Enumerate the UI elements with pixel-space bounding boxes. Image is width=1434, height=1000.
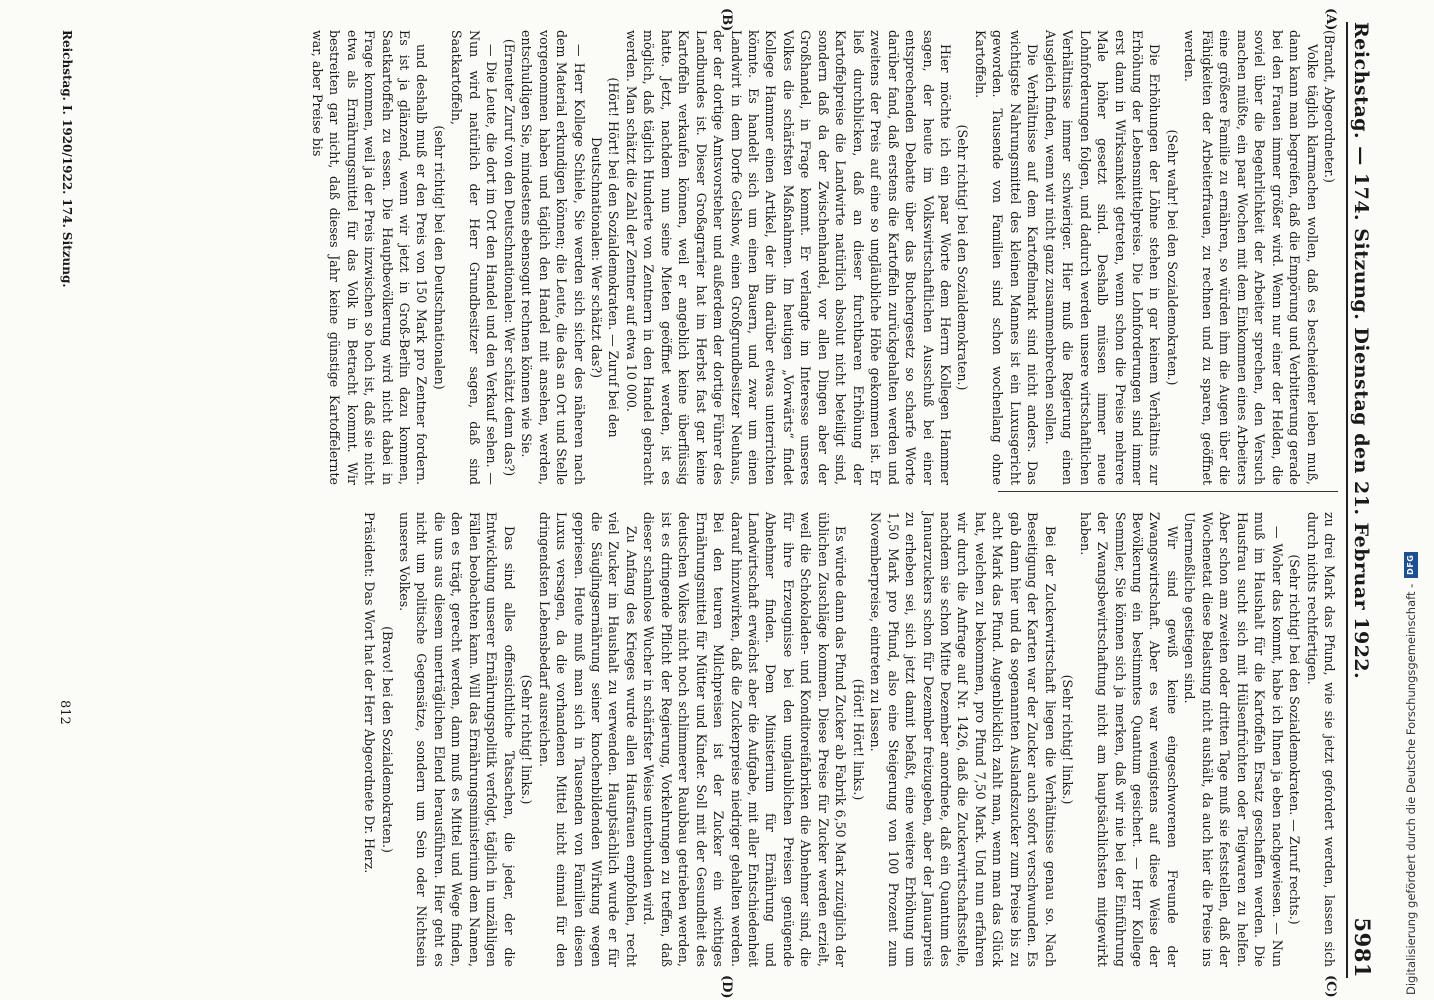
right-column-paragraph: Bei der Zuckerwirtschaft liegen die Verhältnisse genau so. Nach Beseitigung der Karten war der Zucker auch sofort verschwunden. Es gab dann hier und da sogenannten Auslandszucker zum Preise bis zu acht Mark das Pfund. Augenblicklich zahlt man, wenn man das Glück hat, welchen zu bekommen, pro Pfund 7,50 Mark. Und nun erfahren wir durch die Anfrage auf Nr. 1426, daß die Zuckerwirtschaftsstelle, nachdem sie schon Mitte Dezember anordnete, daß ein Quantum des Januarzuckers schon für Dezember freizugeben, aber der Januarpreis zu erheben sei, sich jetzt damit befaßt, eine weitere Erhöhung um 1,50 Mark pro Pfund, also eine Steigerung von 100 Prozent zum Novemberpreise, eintreten zu lassen. <box>868 512 1058 967</box>
digitization-note <box>1399 0 1423 995</box>
left-column-paragraph: Die Verhältnisse auf dem Kartoffelmarkt sind nicht anders. Das wichtigste Nahrungsmittel des kleinen Mannes ist ein Luxusgericht geworden. Tausende von Familien sind schon wochenlang ohne Kartoffeln. <box>972 30 1041 485</box>
margin-marker-a: (A) <box>1323 8 1338 31</box>
left-column <box>308 30 1338 485</box>
left-column-paragraph: (Erneuter Zuruf von den Deutschnationalen: Wer schätzt denn das?) <box>501 38 517 477</box>
right-column-paragraph: (Sehr richtig! links.) <box>519 674 535 805</box>
left-column-paragraph: (Brandt, Abgeordneter.) <box>1322 30 1337 183</box>
column-divider <box>998 491 1338 492</box>
dfg-logo-icon: DFG <box>1404 552 1418 578</box>
left-column-paragraph: (Hört! Hört! bei den Sozialdemokraten. — Zuruf bei den Deutschnationalen: Wer schätzt das?) <box>588 77 622 438</box>
right-column-paragraph: — Woher das kommt, habe ich Ihnen ja eben nachgewiesen. — Nun muß im Haushalt für die Kartoffeln Ersatz geschaffen werden. Die Hausfrau sucht sich mit Hülsenfrüchten oder Teigwaren zu helfen. Aber schon am zweiten oder dritten Tage muß sie feststellen, daß der Wochenetat diese Belastung nicht aushält, da auch hier die Preise ins Unermeßliche gestiegen sind. <box>1182 512 1285 967</box>
right-column-paragraph: Das sind alles offensichtliche Tatsachen, die jeder, der die Entwicklung unserer Ernährungspolitik verfolgt, täglich in unzähligen Fällen beobachten kann. Will das Ernährungsministerium dem Namen, den es trägt, gerecht werden, dann muß es Mittel und Wege finden, die uns aus diesem unerträglichen Elend herausführen. Hier geht es nicht um politische Gegensätze, sondern um Sein oder Nichtsein unseres Volkes. <box>396 512 517 967</box>
footer-page-number: 812 <box>57 700 72 725</box>
page-header <box>1350 22 1376 978</box>
margin-marker-d: (D) <box>719 975 734 999</box>
right-column-paragraph: (Bravo! bei den Sozialdemokraten.) <box>379 626 395 853</box>
margin-marker-b: (B) <box>719 8 734 32</box>
header-rule <box>1346 22 1348 978</box>
left-column-paragraph: Die Erhöhungen der Löhne stehen in gar keinem Verhältnis zur Erhöhung der Lebensmittelpreise. Die Lohnforderungen sind immer erst dann in Wirksamkeit getreten, wenn schon die Preise mehrere Male höher gesetzt sind. Deshalb müssen immer neue Lohnforderungen folgen, und dadurch werden unsere wirtschaftlichen Verhältnisse immer schwieriger. Hier muß die Regierung einen Ausgleich finden, wenn wir nicht ganz zusammenbrechen sollen. <box>1042 30 1163 485</box>
left-column-paragraph: und deshalb muß er den Preis von 150 Mark pro Zentner fordern. Es ist ja glänzend, wenn wir jetzt in Groß-Berlin dazu kommen, Saatkartoffeln zu essen. Die Hauptbevölkerung wird nicht dabei in Frage kommen, weil ja der Preis inzwischen so hoch ist, daß sie nicht etwa als Ernährungsmittel für das Volk in Betracht kommt. Wir bestreiten gar nicht, daß dieses Jahr keine günstige Kartoffelernte war, aber Preise bis <box>309 30 430 485</box>
left-column-paragraph: — Herr Kollege Schiele, Sie werden sich sicher des näheren nach dem Material erkundigen können; die Leute, die das an Ort und Stelle vorgenommen haben und täglich den Handel mit ansehen, werden, entschuldigen Sie, mindestens ebensogut rechnen können wie Sie. <box>519 30 587 485</box>
right-column-paragraph: Es würde dann das Pfund Zucker ab Fabrik 6,50 Mark zuzüglich der üblichen Zuschläge kommen. Diese Preise für Zucker werden erzielt, weil die Schokoladen- und Konditoreifabriken die Abnehmer sind, die für ihre Erzeugnisse bei den unglaublichen Preisen genügende Abnehmer finden. Dem Ministerium für Ernährung und Landwirtschaft erwächst aber die Aufgabe, mit aller Entschiedenheit darauf hinzuwirken, daß die Zuckerpreise niedriger gehalten werden. Bei den teuren Milchpreisen ist der Zucker ein wichtiges Ernährungsmittel für Mütter und Kinder. Soll mit der Gesundheit des deutschen Volkes nicht noch schlimmerer Raubbau getrieben werden, ist es dringende Pflicht der Regierung, Vorkehrungen zu treffen, daß dieser schamlose Wucher in schärfster Weise unterbunden wird. <box>641 512 849 967</box>
page-footer: Reichstag. I. 1920/1922. 174. Sitzung. <box>60 30 74 288</box>
left-column-paragraph: Volke täglich klarmachen wollen, daß es bescheidener leben muß, dann kann man begreifen, daß die Empörung und Verbitterung gerade bei den Frauen immer größer wird. Wenn nur einer der Helden, die soviel über die Begehrlichkeit der Arbeiter sprechen, den Versuch machen müßte, ein paar Wochen mit dem Einkommen eines Arbeiters eine größere Familie zu ernähren, so würden ihm die Augen über die Fähigkeiten der Arbeiterfrauen, zu rechnen und zu sparen, geöffnet werden. <box>1182 30 1320 485</box>
header-title: Reichstag. — 174. Sitzung. Dienstag den 21. Februar 1922. <box>1350 22 1372 680</box>
header-page-number: 5981 <box>1350 917 1375 978</box>
digitization-note-text: Digitalisierung gefördert durch die Deutsche Forschungsgemeinschaft - <box>1404 583 1418 995</box>
right-column-paragraph: (Sehr richtig! bei den Sozialdemokraten. — Zuruf rechts.) <box>1287 554 1303 925</box>
right-column-paragraph: Präsident: Das Wort hat der Herr Abgeordnete Dr. Herz. <box>362 512 378 874</box>
left-column-paragraph: — Die Leute, die dort im Ort den Handel und den Verkauf sehen. — Nun wird natürlich der Herr Grundbesitzer sagen, daß sind Saatkartoffeln, <box>449 30 500 485</box>
margin-marker-c: (C) <box>1323 975 1338 998</box>
right-column-paragraph: Zu Anfang des Krieges wurde allen Hausfrauen empfohlen, recht viel Zucker im Haushalt zu verwenden. Hauptsächlich wurde er für die Säuglingsernährung seiner knochenbildenden Wirkung wegen gepriesen. Heute muß man sich in Tausenden von Familien diesen Luxus versagen, da die vorhandenen Mittel nicht einmal für den dringendsten Lebensbedarf ausreichen. <box>536 512 639 967</box>
right-column-paragraph: Wir sind gewiß keine eingeschworenen Freunde der Zwangswirtschaft. Aber es war wenigstens auf diese Weise der Bevölkerung ein bestimmtes Quantum gesichert. — Herr Kollege Semmler, Sie können sich ja merken, daß wir nie bei der Einführung der Zwangsbewirtschaftung nicht am hauptsächlichsten mitgewirkt haben. <box>1077 512 1180 967</box>
right-column-paragraph: zu drei Mark das Pfund, wie sie jetzt gefordert werden, lassen sich durch nichts rechtfertigen. <box>1304 512 1337 967</box>
left-column-paragraph: (Sehr richtig! bei den Sozialdemokraten.) <box>955 124 971 391</box>
right-column <box>361 512 1338 967</box>
left-column-paragraph: (sehr richtig! bei den Deutschnationalen) <box>431 125 447 390</box>
right-column-paragraph: (Hört! Hört! links.) <box>850 678 866 801</box>
left-column-paragraph: Hier möchte ich ein paar Worte dem Herrn Kollegen Hammer sagen, der heute im Volkswirtschaftlichen Ausschuß bei einer entsprechenden Debatte über das Buchergesetz so scharfe Worte darüber fand, daß erstens die Kartoffeln zurückgehalten werden und zweitens der Preis auf eine so ungläubliche Höhe gekommen ist. Er ließ durchblicken, daß an dieser furchtbaren Erhöhung der Kartoffelpreise die Landwirte natürlich absolut nicht beteiligt sind, sondern daß da der Zwischenhandel, vor allen Dingen aber der Großhandel, in Frage kommt. Er verlangte im Interesse unseres Volkes die schärfsten Maßnahmen. Im heutigen „Vorwärts“ findet Kollege Hammer einen Artikel, der ihn darüber etwas unterrichten könnte. Es handelt sich um einen Bauern, und zwar um einen Landwirt in dem Dorfe Gelshow, einen Großgrundbesitzer Neuhaus, der der dortige Amtsvorsteher und außerdem der dortige Führer des Landbundes ist. Dieser Großagrarier hat im Herbst fast gar keine Kartoffeln verkaufen können, weil er angeblich keine überflüssig hatte. Jetzt, nachdem nun seine Mieten geöffnet werden, ist es möglich, daß täglich Hunderte von Zentnern in den Handel gebracht werden. Man schätzt die Zahl der Zentner auf etwa 10 000. <box>623 30 954 485</box>
left-column-paragraph: (Sehr wahr! bei den Sozialdemokraten.) <box>1164 129 1180 386</box>
right-column-paragraph: (Sehr richtig! links.) <box>1060 674 1076 805</box>
